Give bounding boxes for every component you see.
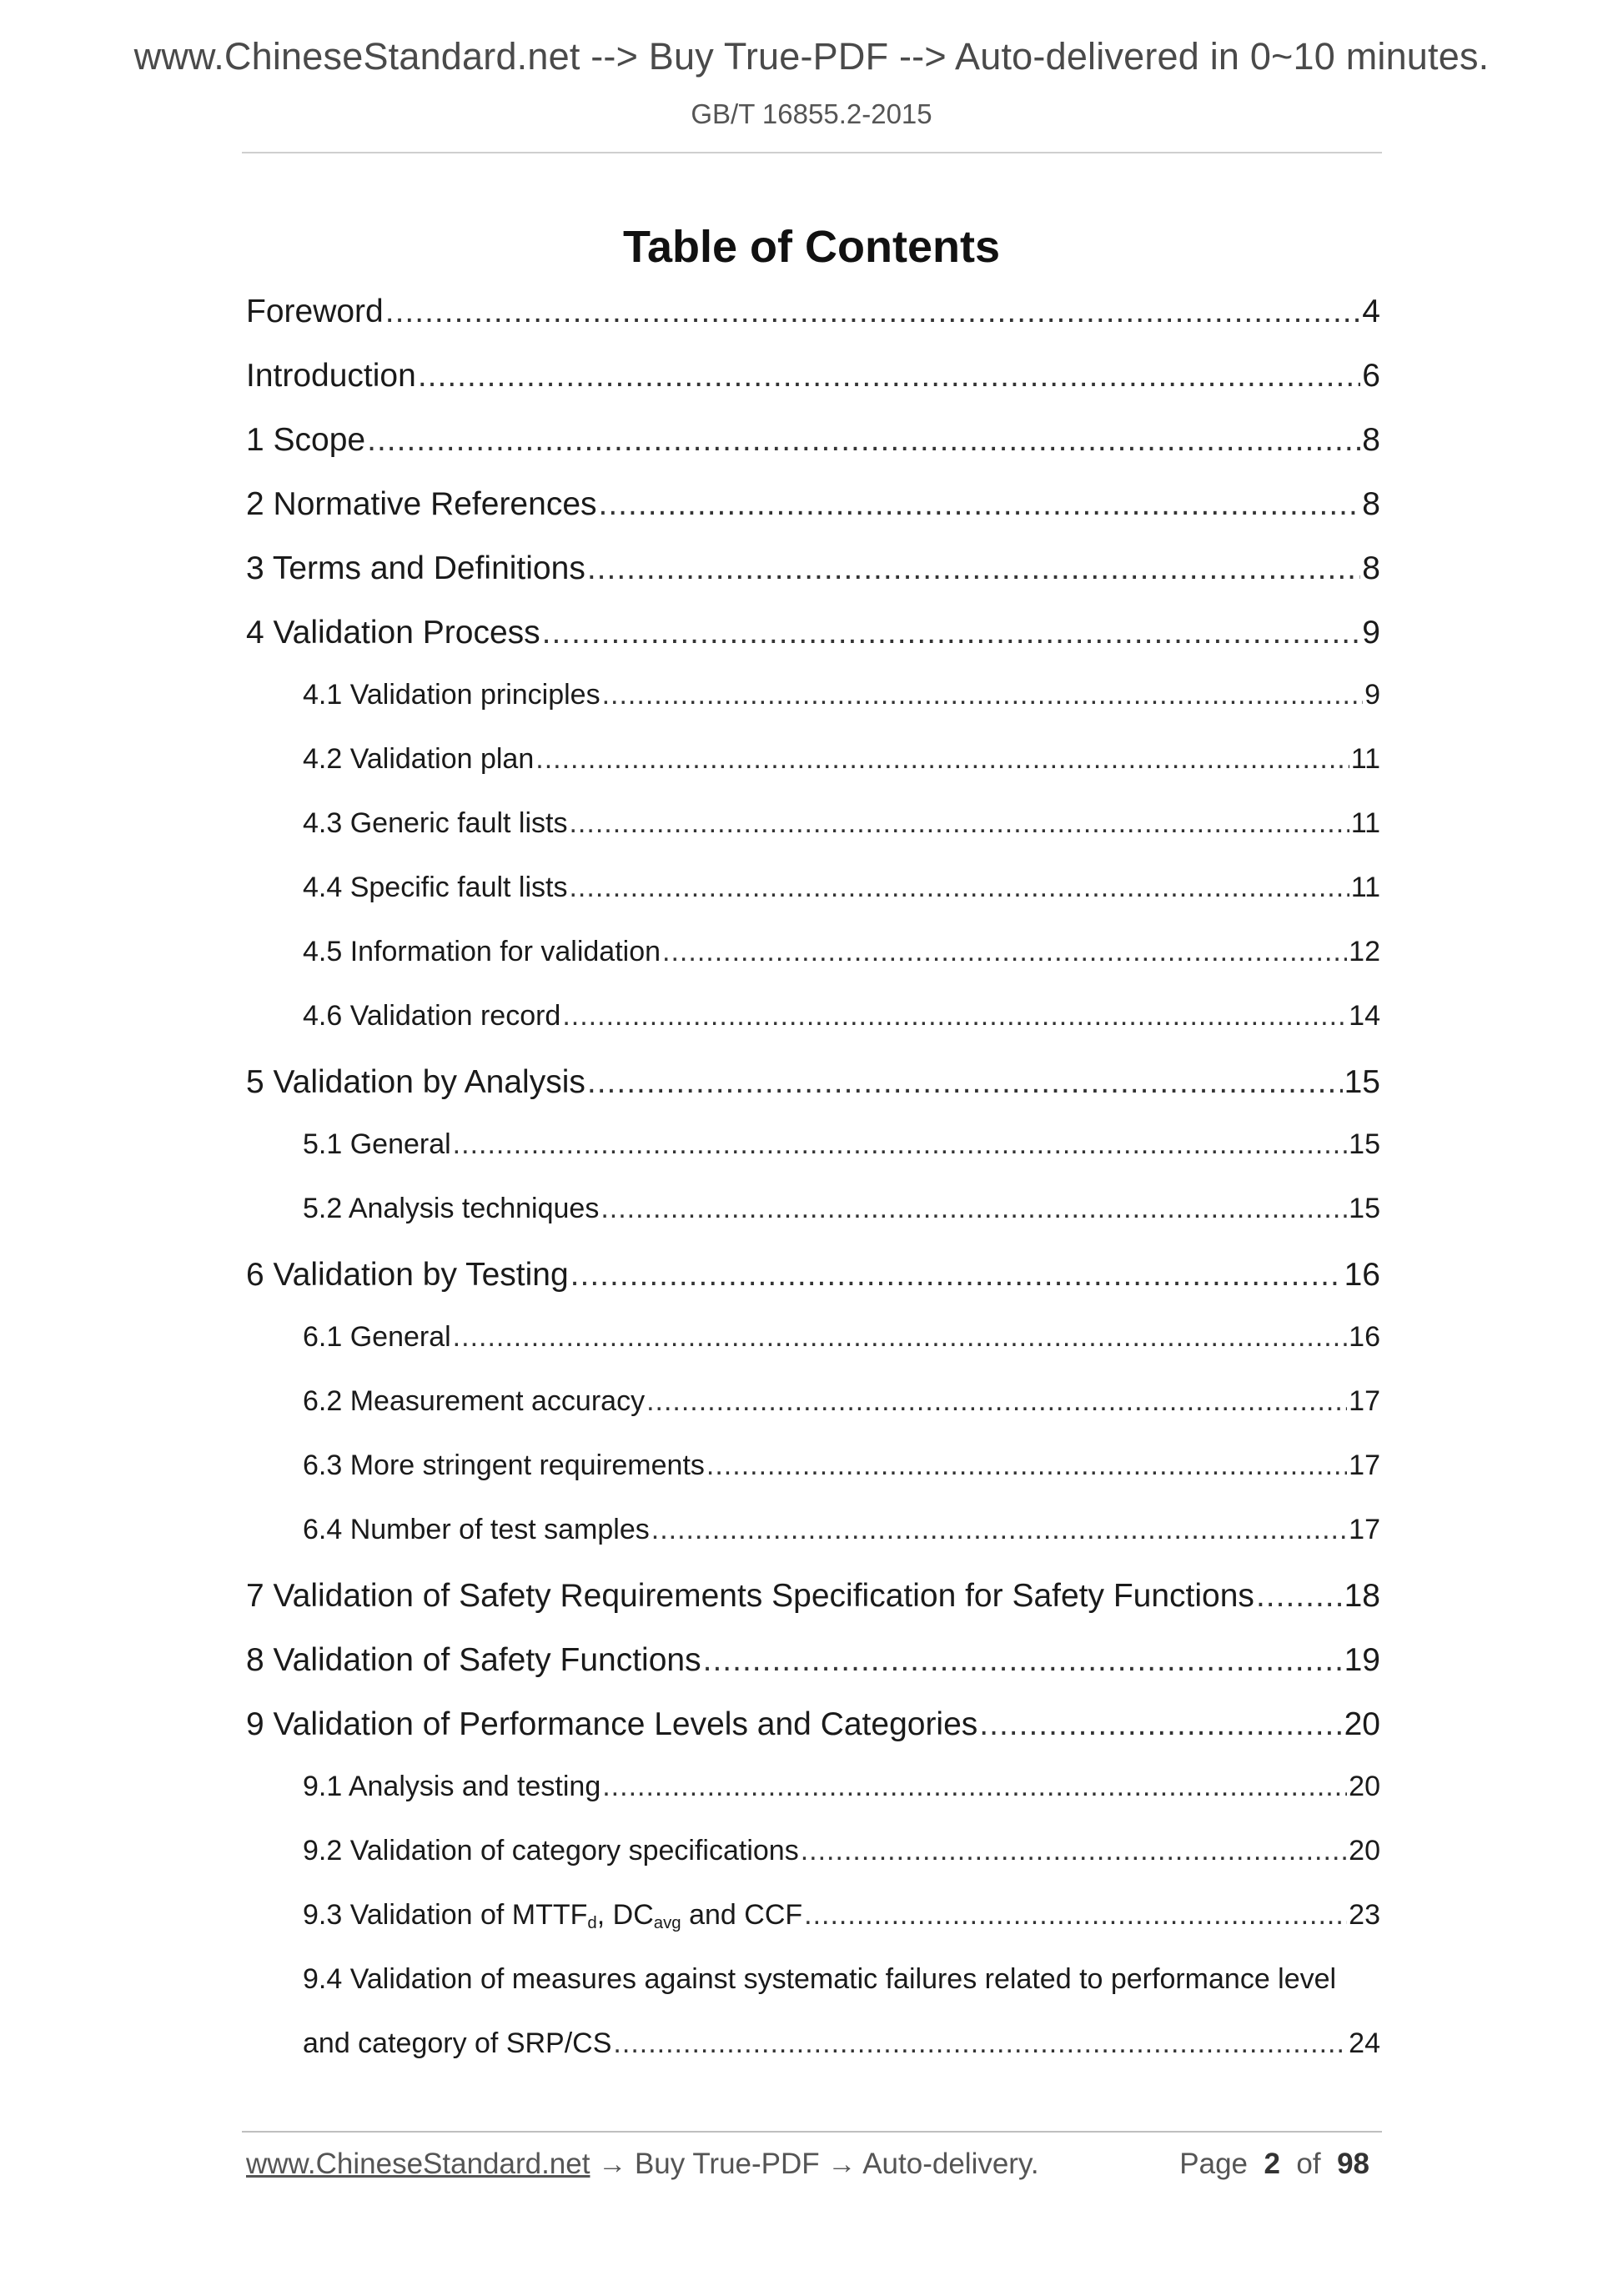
footer-site-link[interactable]: www.ChineseStandard.net <box>246 2148 590 2180</box>
toc-entry-introduction[interactable] <box>246 358 1380 422</box>
dot-leader <box>1256 1578 1343 1615</box>
toc-entry-4-5[interactable] <box>246 936 1380 1000</box>
toc-entry-section-8[interactable] <box>246 1642 1380 1706</box>
dot-leader <box>801 1835 1347 1867</box>
dot-leader <box>706 1449 1347 1482</box>
toc-entry-page: 20 <box>1344 1706 1380 1742</box>
toc-entry-label: 6 Validation by Testing <box>246 1257 569 1293</box>
toc-entry-label: 6.4 Number of test samples <box>303 1514 650 1545</box>
toc-entry-validation-by-analysis[interactable] <box>246 1064 1380 1128</box>
dot-leader <box>651 1514 1347 1546</box>
subscript-avg: avg <box>653 1914 681 1933</box>
toc-entry-page: 12 <box>1349 936 1380 967</box>
toc-entry-label: 4.6 Validation record <box>303 1000 561 1032</box>
toc-entry-page: 14 <box>1349 1000 1380 1032</box>
dot-leader <box>367 422 1360 459</box>
toc-entry-4-3[interactable] <box>246 807 1380 872</box>
dot-leader <box>587 1064 1343 1101</box>
toc-entry-normative-references[interactable] <box>246 486 1380 550</box>
toc-entry-6-4[interactable] <box>246 1514 1380 1578</box>
toc-entry-label: 8 Validation of Safety Functions <box>246 1642 701 1678</box>
dot-leader <box>453 1128 1348 1161</box>
toc-entry-9-4-line2[interactable] <box>246 2027 1380 2092</box>
toc-entry-label: 4.3 Generic fault lists <box>303 807 568 839</box>
page-total: 98 <box>1337 2148 1369 2180</box>
toc-entry-page: 16 <box>1349 1321 1380 1353</box>
toc-entry-page: 17 <box>1349 1385 1380 1417</box>
page-current: 2 <box>1264 2148 1280 2180</box>
toc-entry-9-1[interactable] <box>246 1771 1380 1835</box>
toc-entry-foreword[interactable] <box>246 294 1380 358</box>
toc-entry-page: 8 <box>1362 550 1380 586</box>
header-divider <box>242 152 1382 153</box>
dot-leader <box>613 2027 1347 2060</box>
toc-entry-page: 16 <box>1344 1257 1380 1293</box>
footer-left <box>246 2148 1039 2181</box>
toc-entry-label: 9 Validation of Performance Levels and Categories <box>246 1706 978 1742</box>
footer-divider <box>242 2131 1382 2133</box>
label-prefix: 9.3 Validation of MTTF <box>303 1899 588 1931</box>
toc-entry-page: 11 <box>1350 743 1380 775</box>
dot-leader <box>542 615 1361 651</box>
toc-entry-page: 15 <box>1349 1128 1380 1160</box>
arrow-right-icon: → <box>827 2148 857 2180</box>
dot-leader <box>569 872 1349 904</box>
dot-leader <box>599 486 1361 523</box>
toc-entry-4-6[interactable] <box>246 1000 1380 1064</box>
toc-entry-page: 11 <box>1350 807 1380 839</box>
toc-entry-label: 5.1 General <box>303 1128 451 1160</box>
toc-entry-9-3[interactable] <box>246 1899 1380 1963</box>
toc-entry-label: and category of SRP/CS <box>303 2027 612 2059</box>
page-number <box>1179 2148 1369 2181</box>
toc-entry-terms-definitions[interactable] <box>246 550 1380 615</box>
toc-entry-label: 6.3 More stringent requirements <box>303 1449 705 1481</box>
toc-entry-page: 8 <box>1362 486 1380 522</box>
toc-entry-label: Foreword <box>246 294 384 329</box>
toc-entry-5-2[interactable] <box>246 1193 1380 1257</box>
toc-entry-page: 11 <box>1350 872 1380 903</box>
dot-leader <box>569 807 1349 840</box>
arrow-right-icon: → <box>598 2148 627 2180</box>
toc-entry-label: 9.1 Analysis and testing <box>303 1771 601 1802</box>
subscript-d: d <box>587 1914 597 1933</box>
toc-entry-page: 20 <box>1349 1771 1380 1802</box>
toc-entry-label: 4.5 Information for validation <box>303 936 661 967</box>
toc-entry-page: 18 <box>1344 1578 1380 1614</box>
toc-entry-4-1[interactable] <box>246 679 1380 743</box>
dot-leader <box>570 1257 1343 1294</box>
toc-entry-page: 9 <box>1364 679 1380 711</box>
toc-entry-9-2[interactable] <box>246 1835 1380 1899</box>
toc-entry-6-2[interactable] <box>246 1385 1380 1449</box>
toc-entry-page: 15 <box>1349 1193 1380 1224</box>
dot-leader <box>453 1321 1348 1354</box>
dot-leader <box>646 1385 1347 1418</box>
dot-leader <box>385 294 1361 330</box>
table-of-contents <box>246 294 1380 2092</box>
dot-leader <box>979 1706 1342 1743</box>
toc-entry-4-4[interactable] <box>246 872 1380 936</box>
dot-leader <box>602 679 1363 711</box>
dot-leader <box>703 1642 1343 1679</box>
toc-title: Table of Contents <box>623 222 1000 272</box>
toc-entry-page: 8 <box>1362 422 1380 458</box>
toc-entry-6-1[interactable] <box>246 1321 1380 1385</box>
toc-entry-page: 24 <box>1349 2027 1380 2059</box>
toc-entry-label: 5.2 Analysis techniques <box>303 1193 600 1224</box>
header-banner: www.ChineseStandard.net --> Buy True-PDF --> Auto-delivered in 0~10 minutes. <box>133 35 1490 78</box>
toc-entry-page: 4 <box>1362 294 1380 329</box>
toc-entry-page: 6 <box>1362 358 1380 394</box>
toc-entry-page: 20 <box>1349 1835 1380 1866</box>
toc-entry-label: 6.1 General <box>303 1321 451 1353</box>
toc-entry-label: 4.1 Validation principles <box>303 679 600 711</box>
toc-entry-scope[interactable] <box>246 422 1380 486</box>
toc-entry-label: 1 Scope <box>246 422 366 458</box>
toc-entry-label: 4 Validation Process <box>246 615 540 651</box>
toc-entry-section-7[interactable] <box>246 1578 1380 1642</box>
toc-entry-section-9[interactable] <box>246 1706 1380 1771</box>
page-label: Page <box>1179 2148 1249 2180</box>
dot-leader <box>587 550 1360 587</box>
toc-entry-4-2[interactable] <box>246 743 1380 807</box>
toc-entry-9-4-line1[interactable] <box>246 1963 1380 2027</box>
dot-leader <box>662 936 1347 968</box>
toc-entry-label: 4.2 Validation plan <box>303 743 535 775</box>
toc-entry-label: 9.4 Validation of measures against systematic failures related to performance level <box>303 1963 1337 1995</box>
toc-entry-page: 23 <box>1349 1899 1380 1931</box>
toc-entry-validation-process[interactable] <box>246 615 1380 679</box>
toc-entry-label: 4.4 Specific fault lists <box>303 872 568 903</box>
dot-leader <box>535 743 1349 776</box>
footer-delivery-text: Auto-delivery. <box>862 2148 1039 2180</box>
toc-entry-label: 5 Validation by Analysis <box>246 1064 585 1100</box>
toc-entry-page: 19 <box>1344 1642 1380 1678</box>
toc-entry-label: 9.2 Validation of category specifications <box>303 1835 799 1866</box>
toc-entry-6-3[interactable] <box>246 1449 1380 1514</box>
dot-leader <box>418 358 1360 394</box>
footer-buy-text: Buy True-PDF <box>634 2148 820 2180</box>
label-mid: , DC <box>596 1899 654 1931</box>
toc-entry-label: 7 Validation of Safety Requirements Specification for Safety Functions <box>246 1578 1254 1614</box>
toc-entry-page: 15 <box>1344 1064 1380 1100</box>
page-of: of <box>1296 2148 1321 2180</box>
toc-entry-5-1[interactable] <box>246 1128 1380 1193</box>
toc-entry-label: Introduction <box>246 358 416 394</box>
dot-leader <box>600 1193 1347 1225</box>
toc-entry-label: 3 Terms and Definitions <box>246 550 585 586</box>
toc-entry-validation-by-testing[interactable] <box>246 1257 1380 1321</box>
toc-entry-page: 9 <box>1362 615 1380 651</box>
toc-entry-label: 6.2 Measurement accuracy <box>303 1385 646 1417</box>
dot-leader <box>562 1000 1347 1032</box>
toc-entry-label: 2 Normative References <box>246 486 597 522</box>
toc-entry-page: 17 <box>1349 1514 1380 1545</box>
label-suffix: and CCF <box>681 1899 803 1931</box>
toc-entry-label <box>303 1899 802 1933</box>
dot-leader <box>602 1771 1347 1803</box>
toc-entry-page: 17 <box>1349 1449 1380 1481</box>
document-code: GB/T 16855.2-2015 <box>691 98 932 129</box>
dot-leader <box>804 1899 1347 1932</box>
